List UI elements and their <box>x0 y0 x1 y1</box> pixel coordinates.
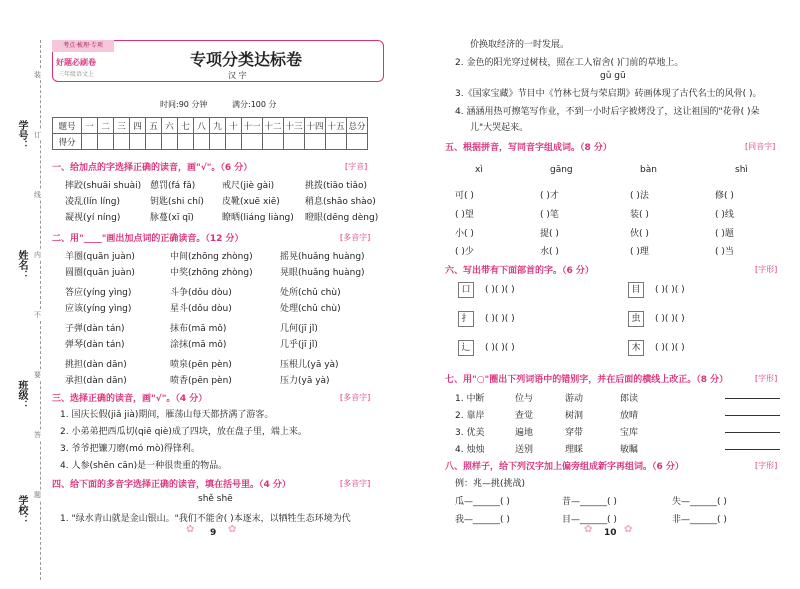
score-cell[interactable] <box>242 134 263 150</box>
radical-blanks: ( )( )( ) <box>655 314 685 324</box>
series-badge: 考点·梳理·专项 <box>52 40 114 52</box>
radical-box: 扌 <box>458 311 474 327</box>
radical-blanks: ( )( )( ) <box>655 343 685 353</box>
radical-box: 虫 <box>628 311 644 327</box>
section-2-title: 二、用"____"画出加点词的正确读音。（12 分） <box>52 234 244 244</box>
score-cell[interactable] <box>98 134 114 150</box>
s2-item: 处所(chǔ chù) <box>280 288 341 298</box>
cut-char: 答 <box>34 431 41 439</box>
palm-decor-icon: ✿ <box>584 524 593 535</box>
score-cell[interactable] <box>146 134 162 150</box>
radical-blanks: ( )( )( ) <box>485 285 515 295</box>
s7-word: 位与 <box>515 394 534 404</box>
s8-item: 失—______( ) <box>672 497 727 507</box>
cut-char: 内 <box>34 251 41 259</box>
cut-char: 题 <box>34 491 41 499</box>
palm-decor-icon: ✿ <box>228 524 237 535</box>
s7-word: 送别 <box>515 445 534 455</box>
s2-item: 涂抹(mā mǒ) <box>170 340 227 350</box>
radical-blanks: ( )( )( ) <box>485 314 515 324</box>
section-4-title: 四、给下面的多音字选择正确的读音，填在括号里。（4 分） <box>52 480 291 490</box>
score-cell[interactable] <box>210 134 226 150</box>
s8-item: 昔—______( ) <box>562 497 617 507</box>
s7-word: 游动 <box>565 394 584 404</box>
s1-item: 皮靴(xuē xiē) <box>222 197 280 207</box>
s7-word: 理睬 <box>565 445 584 455</box>
page-title: 专项分类达标卷 <box>190 50 303 69</box>
s5-cell: ( )才 <box>540 191 559 201</box>
s2-item: 弹琴(dàn tán) <box>65 340 125 350</box>
palm-decor-icon: ✿ <box>186 524 195 535</box>
s5-pinyin: bàn <box>640 165 657 175</box>
palm-decor-icon: ✿ <box>624 524 633 535</box>
score-cell[interactable] <box>226 134 242 150</box>
s1-item: 挑拨(tiāo tiǎo) <box>305 181 367 191</box>
s3-item: 2. 小弟弟把西瓜切(qiē qiè)成了四块，放在盘子里，端上来。 <box>60 427 307 437</box>
s4-cont-line: 价换取经济的一时发展。 <box>470 40 570 50</box>
section-8-title: 八、照样子，给下列汉字加上偏旁组成新字再组词。（6 分） <box>445 462 684 472</box>
s4-cont-line: 3.《国家宝藏》节目中《竹林七贤与荣启期》砖画体现了古代名士的风骨( )。 <box>455 89 762 99</box>
score-header: 十五 <box>326 118 347 134</box>
school-label: 学校： <box>16 495 27 525</box>
s2-item: 圆圈(quān juàn) <box>65 268 135 278</box>
s5-cell: ( )理 <box>630 247 649 257</box>
section-4-tag: [多音字] <box>340 479 371 488</box>
s2-item: 处理(chǔ chù) <box>280 304 341 314</box>
s1-item: 稍息(shāo shào) <box>305 197 376 207</box>
radical-box: 口 <box>458 282 474 298</box>
score-cell[interactable] <box>305 134 326 150</box>
s5-cell: 伙( ) <box>630 229 649 239</box>
score-header: 总分 <box>347 118 368 134</box>
score-cell[interactable] <box>130 134 146 150</box>
s5-cell: 水( ) <box>540 247 559 257</box>
s2-item: 几何(jī jǐ) <box>280 324 318 334</box>
s7-word: 4. 烛烛 <box>455 445 485 455</box>
s8-example: 例：兆—挑(挑战) <box>455 479 526 489</box>
score-row-label: 得分 <box>53 134 82 150</box>
score-table <box>52 117 368 150</box>
s1-item: 摔跤(shuāi shuài) <box>65 181 142 191</box>
s7-word: 查觉 <box>515 411 534 421</box>
name-label: 姓名： <box>16 250 27 280</box>
score-header: 四 <box>130 118 146 134</box>
score-cell[interactable] <box>194 134 210 150</box>
cut-char: 订 <box>34 131 41 139</box>
s3-item: 1. 国庆长假(jiǎ jià)期间，雁荡山每天都挤满了游客。 <box>60 410 274 420</box>
student-id-label: 学号： <box>16 120 27 150</box>
s7-word: 敏瞩 <box>620 445 639 455</box>
section-3-title: 三、选择正确的读音，画"√"。（4 分） <box>52 394 208 404</box>
cut-char: 线 <box>34 191 41 199</box>
s1-item: 瞪眼(dēng dèng) <box>305 213 379 223</box>
s3-item: 4. 人参(shēn cān)是一种很贵重的物品。 <box>60 461 228 471</box>
s4-cont-line: 儿"大哭起来。 <box>470 123 529 133</box>
s5-cell: ( )望 <box>455 210 474 220</box>
score-header: 一 <box>82 118 98 134</box>
s2-item: 喷泉(pēn pèn) <box>170 360 232 370</box>
class-label: 班级： <box>16 380 27 410</box>
s7-word: 宝库 <box>620 428 639 438</box>
score-header: 十四 <box>305 118 326 134</box>
s2-item: 中奖(zhōng zhòng) <box>170 268 253 278</box>
s1-item: 钥匙(shi chí) <box>150 197 204 207</box>
s5-pinyin: shì <box>735 165 748 175</box>
score-cell[interactable] <box>326 134 347 150</box>
time-label: 时间:90 分钟 <box>160 100 208 109</box>
s7-word: 郎读 <box>620 394 639 404</box>
s8-item: 瓜—______( ) <box>455 497 510 507</box>
s4-item: 1. "绿水青山就是金山银山。"我们不能舍( )本逐末，以牺牲生态环境为代 <box>60 514 351 524</box>
s5-pinyin: gāng <box>550 165 573 175</box>
s2-item: 羊圈(quān juàn) <box>65 252 135 262</box>
s5-cell: 提( ) <box>540 229 559 239</box>
s7-word: 放晴 <box>620 411 639 421</box>
s1-item: 脉蔓(xī qī) <box>150 213 194 223</box>
cut-char: 要 <box>34 371 41 379</box>
section-3-tag: [多音字] <box>340 393 371 402</box>
score-cell[interactable] <box>263 134 284 150</box>
score-header: 十二 <box>263 118 284 134</box>
radical-blanks: ( )( )( ) <box>655 285 685 295</box>
s2-item: 抹布(mā mǒ) <box>170 324 227 334</box>
section-1-tag: [字音] <box>345 162 368 171</box>
s7-answer-line[interactable] <box>725 449 780 450</box>
score-label: 满分:100 分 <box>232 100 277 109</box>
s2-item: 摇晃(huǎng huàng) <box>280 252 365 262</box>
page-number: 10 <box>604 528 617 538</box>
s4-cont-pinyin: gǔ gū <box>600 71 626 81</box>
s5-cell: 小( ) <box>455 229 474 239</box>
s2-item: 星斗(dǒu dòu) <box>170 304 232 314</box>
s7-word: 2. 靠岸 <box>455 411 485 421</box>
s1-item: 凌乱(lín líng) <box>65 197 121 207</box>
score-header: 五 <box>146 118 162 134</box>
s8-item: 非—______( ) <box>672 515 727 525</box>
s2-item: 压根儿(yā yà) <box>280 360 339 370</box>
score-cell[interactable] <box>82 134 98 150</box>
score-header: 题号 <box>53 118 82 134</box>
section-6-tag: [字形] <box>755 265 778 274</box>
cut-char: 不 <box>34 311 41 319</box>
section-1-title: 一、给加点的字选择正确的读音，画"√"。（6 分） <box>52 163 253 173</box>
score-header: 七 <box>178 118 194 134</box>
s2-item: 晃眼(huǎng huàng) <box>280 268 365 278</box>
section-6-title: 六、写出带有下面部首的字。（6 分） <box>445 266 594 276</box>
page-subtitle: 汉 字 <box>228 71 247 80</box>
s2-item: 应该(yíng yìng) <box>65 304 132 314</box>
s7-word: 穿带 <box>565 428 584 438</box>
s7-word: 1. 中断 <box>455 394 485 404</box>
section-7-tag: [字形] <box>755 374 778 383</box>
section-8-tag: [字形] <box>755 461 778 470</box>
score-cell[interactable] <box>284 134 305 150</box>
grade-label: 三年级语文上 <box>58 71 95 78</box>
score-header: 十一 <box>242 118 263 134</box>
s8-item: 目—______( ) <box>562 515 617 525</box>
section-2-tag: [多音字] <box>340 233 371 242</box>
s5-cell: ( )线 <box>715 210 734 220</box>
score-cell[interactable] <box>114 134 130 150</box>
score-cell[interactable] <box>178 134 194 150</box>
score-header: 二 <box>98 118 114 134</box>
s8-item: 我—______( ) <box>455 515 510 525</box>
s7-word: 遍地 <box>515 428 534 438</box>
section-7-title: 七、用"○"圈出下列词语中的错别字，并在后面的横线上改正。（8 分） <box>445 375 729 385</box>
s2-item: 斗争(dǒu dòu) <box>170 288 232 298</box>
s4-cont-line: 4. 涵涵用热可擦笔写作业，不到一小时后字被烤没了，这让祖国的"花骨( )朵 <box>455 107 760 117</box>
score-cell[interactable] <box>347 134 368 150</box>
score-cell[interactable] <box>162 134 178 150</box>
score-header: 十三 <box>284 118 305 134</box>
s2-item: 压力(yā yà) <box>280 376 330 386</box>
s2-item: 几乎(jī jǐ) <box>280 340 318 350</box>
s4-pinyin: shě shē <box>198 494 233 504</box>
radical-box: 辶 <box>458 340 474 356</box>
s7-word: 树洞 <box>565 411 584 421</box>
radical-box: 木 <box>628 340 644 356</box>
score-header: 八 <box>194 118 210 134</box>
s2-item: 中间(zhōng zhòng) <box>170 252 253 262</box>
s5-cell: ( )法 <box>630 191 649 201</box>
s5-cell: 修( ) <box>715 191 734 201</box>
radical-blanks: ( )( )( ) <box>485 343 515 353</box>
cut-char: 装 <box>34 71 41 79</box>
s7-word: 3. 优美 <box>455 428 485 438</box>
s7-answer-line[interactable] <box>725 432 780 433</box>
s2-item: 答应(yíng yìng) <box>65 288 132 298</box>
section-5-title: 五、根据拼音，写同音字组成词。（8 分） <box>445 143 612 153</box>
s3-item: 3. 爷爷把镰刀磨(mó mò)得锋利。 <box>60 444 200 454</box>
radical-box: 目 <box>628 282 644 298</box>
s5-cell: ( )笔 <box>540 210 559 220</box>
s5-pinyin: xì <box>475 165 483 175</box>
s5-cell: ( )少 <box>455 247 474 257</box>
section-5-tag: [同音字] <box>745 142 776 151</box>
score-header: 十 <box>226 118 242 134</box>
s7-answer-line[interactable] <box>725 415 780 416</box>
s1-item: 憩罚(fá fǎ) <box>150 181 196 191</box>
s7-answer-line[interactable] <box>725 398 780 399</box>
s5-cell: 可( ) <box>455 191 474 201</box>
s2-item: 喷香(pēn pèn) <box>170 376 232 386</box>
s2-item: 承担(dàn dān) <box>65 376 127 386</box>
score-header: 六 <box>162 118 178 134</box>
s4-cont-line: 2. 金色的阳光穿过树枝，照在工人宿舍( )门前的草地上。 <box>455 58 684 68</box>
s5-cell: ( )题 <box>715 229 734 239</box>
s1-item: 凝视(yí níng) <box>65 213 121 223</box>
page-number: 9 <box>210 528 217 538</box>
s1-item: 戒尺(jiè gài) <box>222 181 275 191</box>
s5-cell: ( )当 <box>715 247 734 257</box>
s1-item: 瞭晒(liáng liàng) <box>222 213 294 223</box>
score-header: 三 <box>114 118 130 134</box>
s2-item: 子弹(dàn tán) <box>65 324 125 334</box>
score-header: 九 <box>210 118 226 134</box>
series-name: 好题必刷卷 <box>56 58 96 67</box>
s2-item: 挑担(dàn dān) <box>65 360 127 370</box>
s5-cell: 装( ) <box>630 210 649 220</box>
